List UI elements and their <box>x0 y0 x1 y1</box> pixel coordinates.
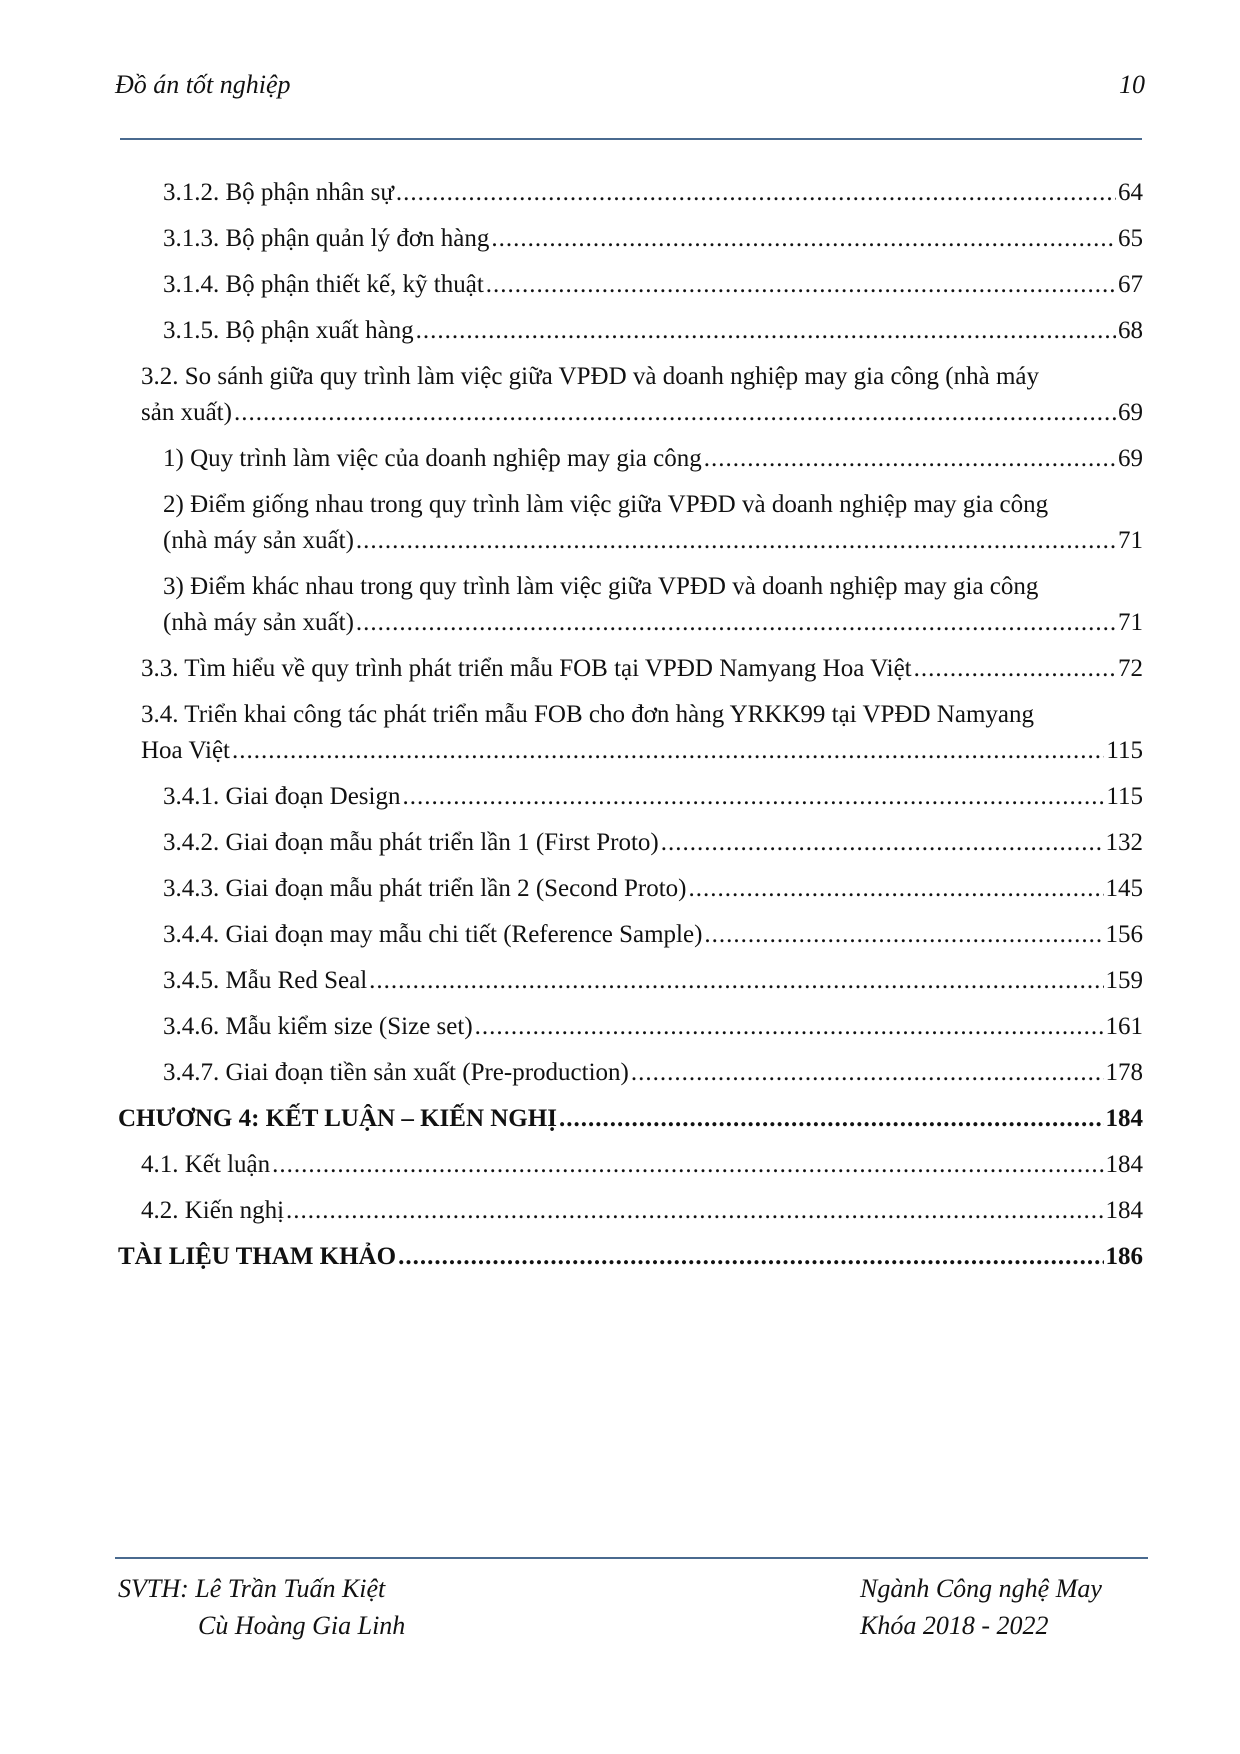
toc-leader <box>272 1147 1103 1183</box>
toc-page: 184 <box>1105 1151 1143 1178</box>
toc-label: 4.2. Kiến nghị <box>141 1197 285 1224</box>
toc-label: sản xuất) <box>141 399 232 426</box>
toc-entry[interactable] <box>163 221 1143 257</box>
toc-leader <box>402 779 1104 815</box>
toc-leader <box>286 1193 1103 1229</box>
toc-leader <box>486 267 1116 303</box>
toc-entry[interactable] <box>163 963 1143 999</box>
toc-label: 3.1.3. Bộ phận quản lý đơn hàng <box>163 225 490 252</box>
toc-label: 3.4.4. Giai đoạn may mẫu chi tiết (Reference Sample) <box>163 921 703 948</box>
toc-entry[interactable] <box>163 917 1143 953</box>
footer-program <box>860 1570 1102 1644</box>
toc-label: 4.1. Kết luận <box>141 1151 271 1178</box>
toc-leader <box>416 313 1116 349</box>
toc-leader <box>559 1101 1104 1137</box>
toc-page: 69 <box>1118 399 1143 426</box>
toc-label: CHƯƠNG 4: KẾT LUẬN – KIẾN NGHỊ <box>118 1105 557 1132</box>
toc-entry[interactable] <box>163 871 1143 907</box>
footer-rule <box>115 1557 1148 1559</box>
toc-entry[interactable] <box>163 825 1143 861</box>
toc-leader <box>232 733 1104 769</box>
toc-leader <box>356 605 1116 641</box>
footer-author-2: Cù Hoàng Gia Linh <box>198 1611 406 1640</box>
document-title: Đồ án tốt nghiệp <box>115 70 291 99</box>
toc-leader <box>631 1055 1104 1091</box>
toc-page: 186 <box>1105 1243 1143 1270</box>
toc-page: 145 <box>1105 875 1143 902</box>
toc-label: 3.1.5. Bộ phận xuất hàng <box>163 317 414 344</box>
toc-label: 3.4.1. Giai đoạn Design <box>163 783 401 810</box>
toc-label-line1: 2) Điểm giống nhau trong quy trình làm việc giữa VPĐD và doanh nghiệp may gia công <box>163 491 1049 518</box>
toc-leader <box>234 395 1116 431</box>
toc-page: 115 <box>1106 737 1143 764</box>
toc-leader <box>704 441 1116 477</box>
toc-leader <box>396 175 1116 211</box>
toc-label: (nhà máy sản xuất) <box>163 609 354 636</box>
toc-label: 3.4.5. Mẫu Red Seal <box>163 967 368 994</box>
toc-page: 68 <box>1118 317 1143 344</box>
page-number: 10 <box>1119 70 1145 99</box>
toc-label-line1: 3.4. Triển khai công tác phát triển mẫu FOB cho đơn hàng YRKK99 tại VPĐD Namyang <box>141 701 1034 728</box>
toc-page: 178 <box>1105 1059 1143 1086</box>
toc-page: 132 <box>1105 829 1143 856</box>
footer-cohort: Khóa 2018 - 2022 <box>860 1611 1049 1640</box>
toc-label-line1: 3.2. So sánh giữa quy trình làm việc giữa VPĐD và doanh nghiệp may gia công (nhà máy <box>141 363 1039 390</box>
toc-page: 184 <box>1105 1105 1143 1132</box>
toc-entry[interactable] <box>163 569 1143 641</box>
toc-page: 64 <box>1118 179 1143 206</box>
toc-leader <box>475 1009 1104 1045</box>
toc-entry[interactable] <box>141 1193 1143 1229</box>
toc-label: Hoa Việt <box>141 737 230 764</box>
header-rule <box>120 138 1142 140</box>
footer-authors <box>118 1570 405 1644</box>
toc-page: 161 <box>1105 1013 1143 1040</box>
toc-entry[interactable] <box>163 779 1143 815</box>
toc-leader <box>491 221 1116 257</box>
toc-label: (nhà máy sản xuất) <box>163 527 354 554</box>
toc-entry[interactable] <box>163 175 1143 211</box>
toc-entry[interactable] <box>163 267 1143 303</box>
toc-page: 72 <box>1118 655 1143 682</box>
toc-leader <box>369 963 1103 999</box>
toc-page: 69 <box>1118 445 1143 472</box>
toc-leader <box>689 871 1104 907</box>
toc-page: 159 <box>1105 967 1143 994</box>
toc-label: 3.4.7. Giai đoạn tiền sản xuất (Pre-production) <box>163 1059 629 1086</box>
toc-entry[interactable] <box>163 313 1143 349</box>
toc-entry[interactable] <box>141 651 1143 687</box>
toc-label: 1) Quy trình làm việc của doanh nghiệp may gia công <box>163 445 702 472</box>
page-header <box>115 70 1145 110</box>
toc-label: 3.1.4. Bộ phận thiết kế, kỹ thuật <box>163 271 484 298</box>
toc-page: 115 <box>1106 783 1143 810</box>
toc-entry[interactable] <box>141 1147 1143 1183</box>
toc-entry[interactable] <box>163 1009 1143 1045</box>
toc-page: 67 <box>1118 271 1143 298</box>
toc-label: 3.4.3. Giai đoạn mẫu phát triển lần 2 (Second Proto) <box>163 875 687 902</box>
toc-label-line1: 3) Điểm khác nhau trong quy trình làm việc giữa VPĐD và doanh nghiệp may gia công <box>163 573 1039 600</box>
toc-page: 71 <box>1118 609 1143 636</box>
toc-leader <box>914 651 1116 687</box>
toc-entry[interactable] <box>163 1055 1143 1091</box>
toc-page: 71 <box>1118 527 1143 554</box>
toc-label: 3.3. Tìm hiểu về quy trình phát triển mẫu FOB tại VPĐD Namyang Hoa Việt <box>141 655 912 682</box>
footer-author-1: SVTH: Lê Trần Tuấn Kiệt <box>118 1574 386 1603</box>
footer-major: Ngành Công nghệ May <box>860 1574 1102 1603</box>
toc-leader <box>704 917 1103 953</box>
toc-entry-chapter[interactable] <box>118 1101 1143 1137</box>
toc-page: 184 <box>1105 1197 1143 1224</box>
toc-label: 3.4.6. Mẫu kiểm size (Size set) <box>163 1013 473 1040</box>
toc-entry[interactable] <box>141 697 1143 769</box>
toc-leader <box>356 523 1116 559</box>
toc-page: 65 <box>1118 225 1143 252</box>
toc-label: TÀI LIỆU THAM KHẢO <box>118 1243 397 1270</box>
toc-leader <box>661 825 1104 861</box>
toc-label: 3.4.2. Giai đoạn mẫu phát triển lần 1 (First Proto) <box>163 829 659 856</box>
toc-leader <box>398 1239 1103 1275</box>
toc-entry[interactable] <box>141 359 1143 431</box>
toc-entry[interactable] <box>163 441 1143 477</box>
toc-label: 3.1.2. Bộ phận nhân sự <box>163 179 394 206</box>
toc-page: 156 <box>1105 921 1143 948</box>
toc-entry[interactable] <box>163 487 1143 559</box>
toc-entry-chapter[interactable] <box>118 1239 1143 1275</box>
